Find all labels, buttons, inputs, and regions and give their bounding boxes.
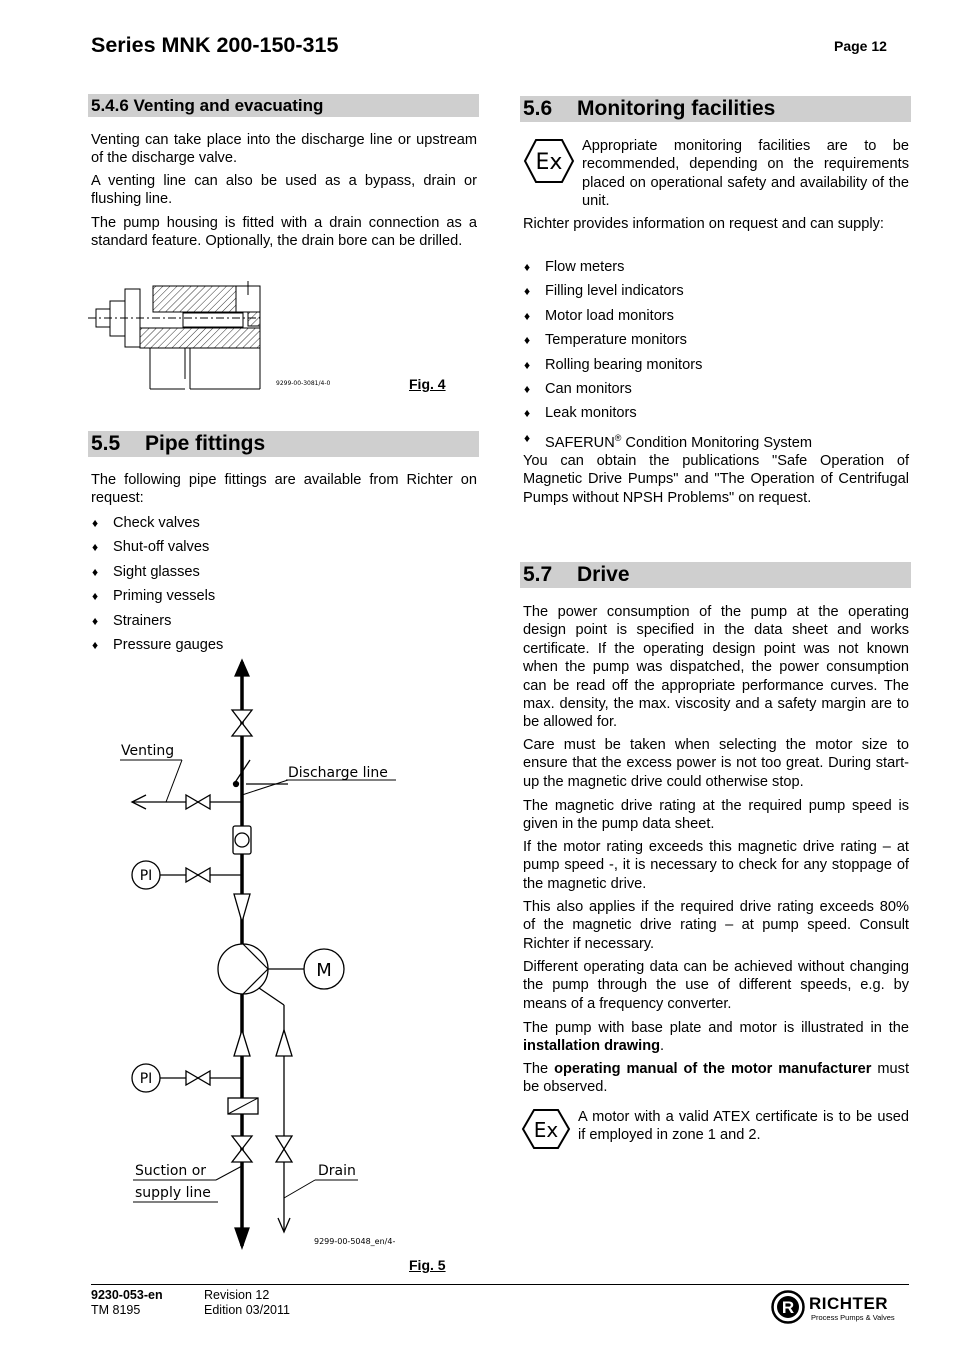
revision: Revision 12 (204, 1288, 270, 1302)
paragraph: The pump housing is fitted with a drain connection as a standard feature. Optionally, the drain bore can be drilled. (91, 215, 477, 250)
ex-warning-icon (522, 1108, 570, 1150)
label-venting: Venting (121, 743, 175, 759)
footer-divider (91, 1284, 909, 1285)
fig5-caption: Fig. 5 (409, 1257, 446, 1273)
section-number: 5.6 (523, 97, 553, 120)
paragraph: Different operating data can be achieved without changing the pump through the use of different speeds, e.g. by means of a frequency converter. (523, 959, 909, 1012)
document-title: Series MNK 200-150-315 (91, 33, 339, 57)
page-number: Page 12 (834, 38, 887, 54)
richter-logo (771, 1290, 911, 1326)
richter-logo-mark (771, 1290, 807, 1326)
logo-name: RICHTER (809, 1294, 889, 1313)
paragraph: Venting can take place into the discharge line or upstream of the discharge valve. (91, 132, 477, 167)
logo-tagline: Process Pumps & Valves (811, 1313, 895, 1322)
section-number: 5.5 (91, 432, 121, 455)
list-item: ♦ Sight glasses (91, 563, 477, 587)
list-item: ♦ Motor load monitors (523, 307, 909, 331)
list-item: ♦ Strainers (91, 612, 477, 636)
label-pi-2: PI (139, 1071, 153, 1087)
paragraph: A venting line can also be used as a bypass, drain or flushing line. (91, 173, 477, 208)
section-number: 5.7 (523, 563, 553, 586)
svg-text:Ex: Ex (533, 1118, 559, 1142)
section-heading-5-7 (520, 562, 911, 588)
section-title: Pipe fittings (145, 432, 266, 455)
label-discharge-line: Discharge line (288, 765, 388, 781)
svg-text:R: R (781, 1298, 795, 1317)
list-item: ♦ Can monitors (523, 380, 909, 404)
section-heading-5-4-6: 5.4.6 Venting and evacuating (88, 94, 479, 117)
label-supply-line: supply line (135, 1185, 211, 1201)
section-heading-5-6 (520, 96, 911, 122)
label-suction: Suction or (135, 1163, 207, 1179)
paragraph: Care must be taken when selecting the motor size to ensure that the excess power is not too great. During start-up the magnetic drive could otherwise stop. (523, 737, 909, 790)
list-item: ♦ Leak monitors (523, 404, 909, 428)
paragraph: Richter provides information on request and can supply: (523, 216, 884, 232)
monitoring-list (523, 258, 909, 453)
list-item: ♦ Priming vessels (91, 587, 477, 611)
list-item: ♦ Shut-off valves (91, 538, 477, 562)
list-item: ♦ Filling level indicators (523, 282, 909, 306)
paragraph: You can obtain the publications "Safe Operation of Magnetic Drive Pumps" and "The Operation of Centrifugal Pumps without NPSH Problems" on request. (523, 453, 909, 506)
paragraph: The following pipe fittings are available from Richter on request: (91, 472, 477, 507)
paragraph: This also applies if the required drive rating exceeds 80% of the magnetic drive rating – at pump speed. Consult Richter if necessary. (523, 899, 909, 952)
list-item-saferun: ♦ SAFERUN® Condition Monitoring System (523, 429, 909, 453)
paragraph: If the motor rating exceeds this magnetic drive rating – at pump speed -, it is necessary to check for any stoppage of the magnetic drive. (523, 839, 909, 892)
paragraph: Appropriate monitoring facilities are to be recommended, depending on the requirements placed on operational safety and availability of the unit. (582, 138, 909, 210)
fig5-code: 9299-00-5048_en/4- (314, 1237, 396, 1246)
list-item: ♦ Flow meters (523, 258, 909, 282)
list-item: ♦ Pressure gauges (91, 636, 477, 660)
paragraph: The magnetic drive rating at the required pump speed is given in the pump data sheet. (523, 798, 909, 833)
paragraph: The pump with base plate and motor is illustrated in the installation drawing. (523, 1020, 909, 1055)
edition: Edition 03/2011 (204, 1303, 290, 1317)
tm-number: TM 8195 (91, 1303, 141, 1317)
ex-warning-icon (524, 138, 574, 184)
list-item: ♦ Rolling bearing monitors (523, 356, 909, 380)
section-title: Drive (577, 563, 630, 586)
paragraph: A motor with a valid ATEX certificate is to be used if employed in zone 1 and 2. (578, 1109, 909, 1144)
fig4-code: 9299-00-3081/4-0 (276, 380, 331, 387)
document-number: 9230-053-en (91, 1288, 163, 1302)
label-drain: Drain (318, 1163, 356, 1179)
paragraph: The power consumption of the pump at the operating design point is specified in the data sheet and works certificate. If the operating design point was not known when the pump was dispatched, the power consumption can be read off the appropriate performance curves. The max. density, the max. viscosity and a safety margin are to be allowed for. (523, 604, 909, 731)
label-motor: M (316, 960, 332, 981)
fig4-caption: Fig. 4 (409, 376, 446, 392)
section-title: Monitoring facilities (577, 97, 776, 120)
paragraph: The operating manual of the motor manufacturer must be observed. (523, 1061, 910, 1096)
list-item: ♦ Check valves (91, 514, 477, 538)
svg-text:Ex: Ex (535, 150, 563, 175)
list-item: ♦ Temperature monitors (523, 331, 909, 355)
label-pi-1: PI (139, 868, 153, 884)
